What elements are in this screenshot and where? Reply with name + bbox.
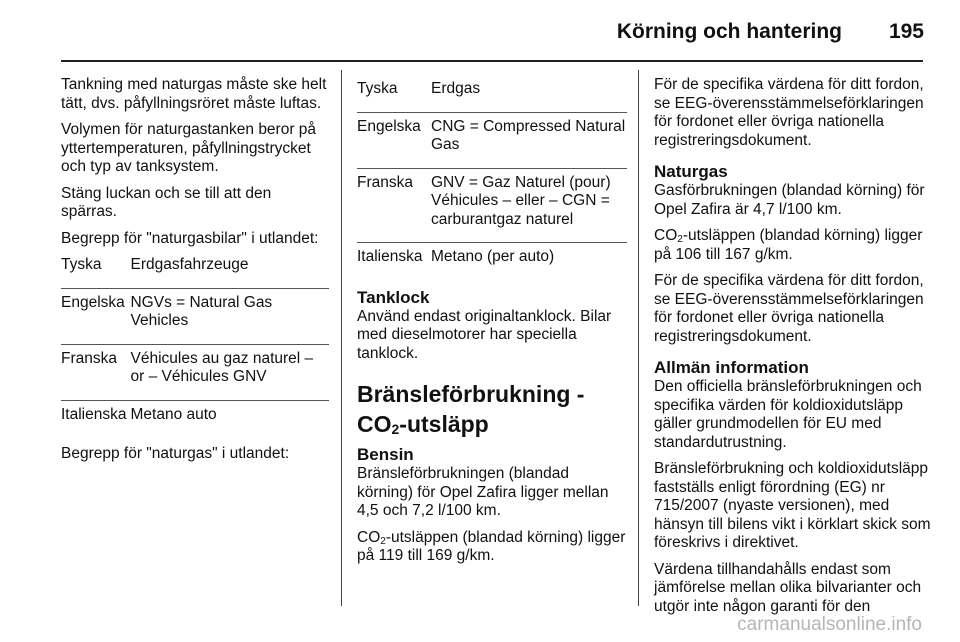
column-1 xyxy=(61,76,329,472)
column-divider xyxy=(638,70,639,606)
term-language: Franska xyxy=(61,344,130,400)
watermark: carmanualsonline.info xyxy=(737,614,922,635)
term-language: Italienska xyxy=(61,400,130,437)
term-language: Engelska xyxy=(61,288,130,344)
naturgas-heading: Naturgas xyxy=(654,162,728,181)
table-row xyxy=(61,256,329,288)
paragraph: Gasförbrukningen (blandad körning) för Opel Zafira är 4,7 l/100 km. xyxy=(654,182,925,218)
terms-table-gas xyxy=(357,80,627,280)
paragraph: Begrepp för "naturgas" i utlandet: xyxy=(61,445,290,462)
term-language: Tyska xyxy=(357,80,398,97)
paragraph: $CO_2$-utsläppen (blandad körning) ligger på 119 till 169 g/km. xyxy=(357,528,626,564)
paragraph: Begrepp för "naturgasbilar" i utlandet: xyxy=(61,229,319,247)
term-language: Engelska xyxy=(357,112,431,168)
term-value: CNG = Compressed Natural Gas xyxy=(431,112,627,168)
term-value: NGVs = Natural Gas Vehicles xyxy=(130,288,329,344)
term-value: GNV = Gaz Naturel (pour) Véhicules – eller – CGN = carburantgaz naturel xyxy=(431,168,627,243)
paragraph: För de specifika värdena för ditt fordon, se EEG-överensstämmelseförklaringen för fordonet eller övriga nationella registreringsdokument. xyxy=(654,272,924,345)
paragraph: $CO_2$-utsläppen (blandad körning) ligger på 106 till 167 g/km. xyxy=(654,227,923,263)
page-number: 195 xyxy=(888,20,924,43)
table-row xyxy=(61,400,329,437)
term-language: Franska xyxy=(357,168,431,243)
bensin-heading: Bensin xyxy=(357,445,414,464)
section-heading: Bränsleförbrukning - $CO_2$-utsläpp xyxy=(357,381,585,437)
term-value: Metano (per auto) xyxy=(431,243,627,280)
paragraph: Använd endast originaltanklock. Bilar med dieselmotorer har speciella tanklock. xyxy=(357,307,612,362)
table-row xyxy=(357,243,627,280)
term-value: Erdgasfahrzeuge xyxy=(130,256,249,273)
table-row xyxy=(61,288,329,344)
tanklock-heading: Tanklock xyxy=(357,287,430,307)
paragraph: Den officiella bränsleförbrukningen och specifika värden för koldioxidutsläpp gäller grundmodellen för EU med standardutrustning. xyxy=(654,378,922,451)
header-rule xyxy=(61,60,923,62)
term-language: Italienska xyxy=(357,243,431,280)
table-row xyxy=(357,80,627,112)
page-header xyxy=(0,18,960,48)
term-value: Erdgas xyxy=(431,80,481,97)
table-row xyxy=(357,112,627,168)
chapter-title: Körning och hantering xyxy=(616,20,842,43)
term-value: Véhicules au gaz naturel – or – Véhicules GNV xyxy=(130,344,329,400)
column-divider xyxy=(341,70,342,606)
paragraph: Stäng luckan och se till att den spärras. xyxy=(61,184,272,220)
allman-heading: Allmän information xyxy=(654,358,809,377)
table-row xyxy=(357,168,627,243)
table-row xyxy=(61,344,329,400)
column-3 xyxy=(654,76,934,624)
term-language: Tyska xyxy=(61,256,102,273)
paragraph: Volymen för naturgastanken beror på yttertemperaturen, påfyllningstrycket och typ av tanksystem. xyxy=(61,121,317,175)
paragraph: För de specifika värdena för ditt fordon, se EEG-överensstämmelseförklaringen för fordonet eller övriga nationella registreringsdokument. xyxy=(654,76,924,149)
term-value: Metano auto xyxy=(130,400,329,437)
paragraph: Bränsleförbrukningen (blandad körning) för Opel Zafira ligger mellan 4,5 och 7,2 l/100 km. xyxy=(357,465,609,519)
terms-table-vehicles xyxy=(61,256,329,437)
paragraph: Värdena tillhandahålls endast som jämförelse mellan olika bilvarianter och utgör inte någon garanti för den xyxy=(654,560,922,615)
column-2 xyxy=(357,76,627,574)
paragraph: Bränsleförbrukning och koldioxidutsläpp fastställs enligt förordning (EG) nr 715/2007 (nyaste versionen), med hänsyn till bilens vikt i körklart skick som föreskrivs i direktivet. xyxy=(654,460,931,551)
paragraph: Tankning med naturgas måste ske helt tätt, dvs. påfyllningsröret måste luftas. xyxy=(61,76,327,112)
